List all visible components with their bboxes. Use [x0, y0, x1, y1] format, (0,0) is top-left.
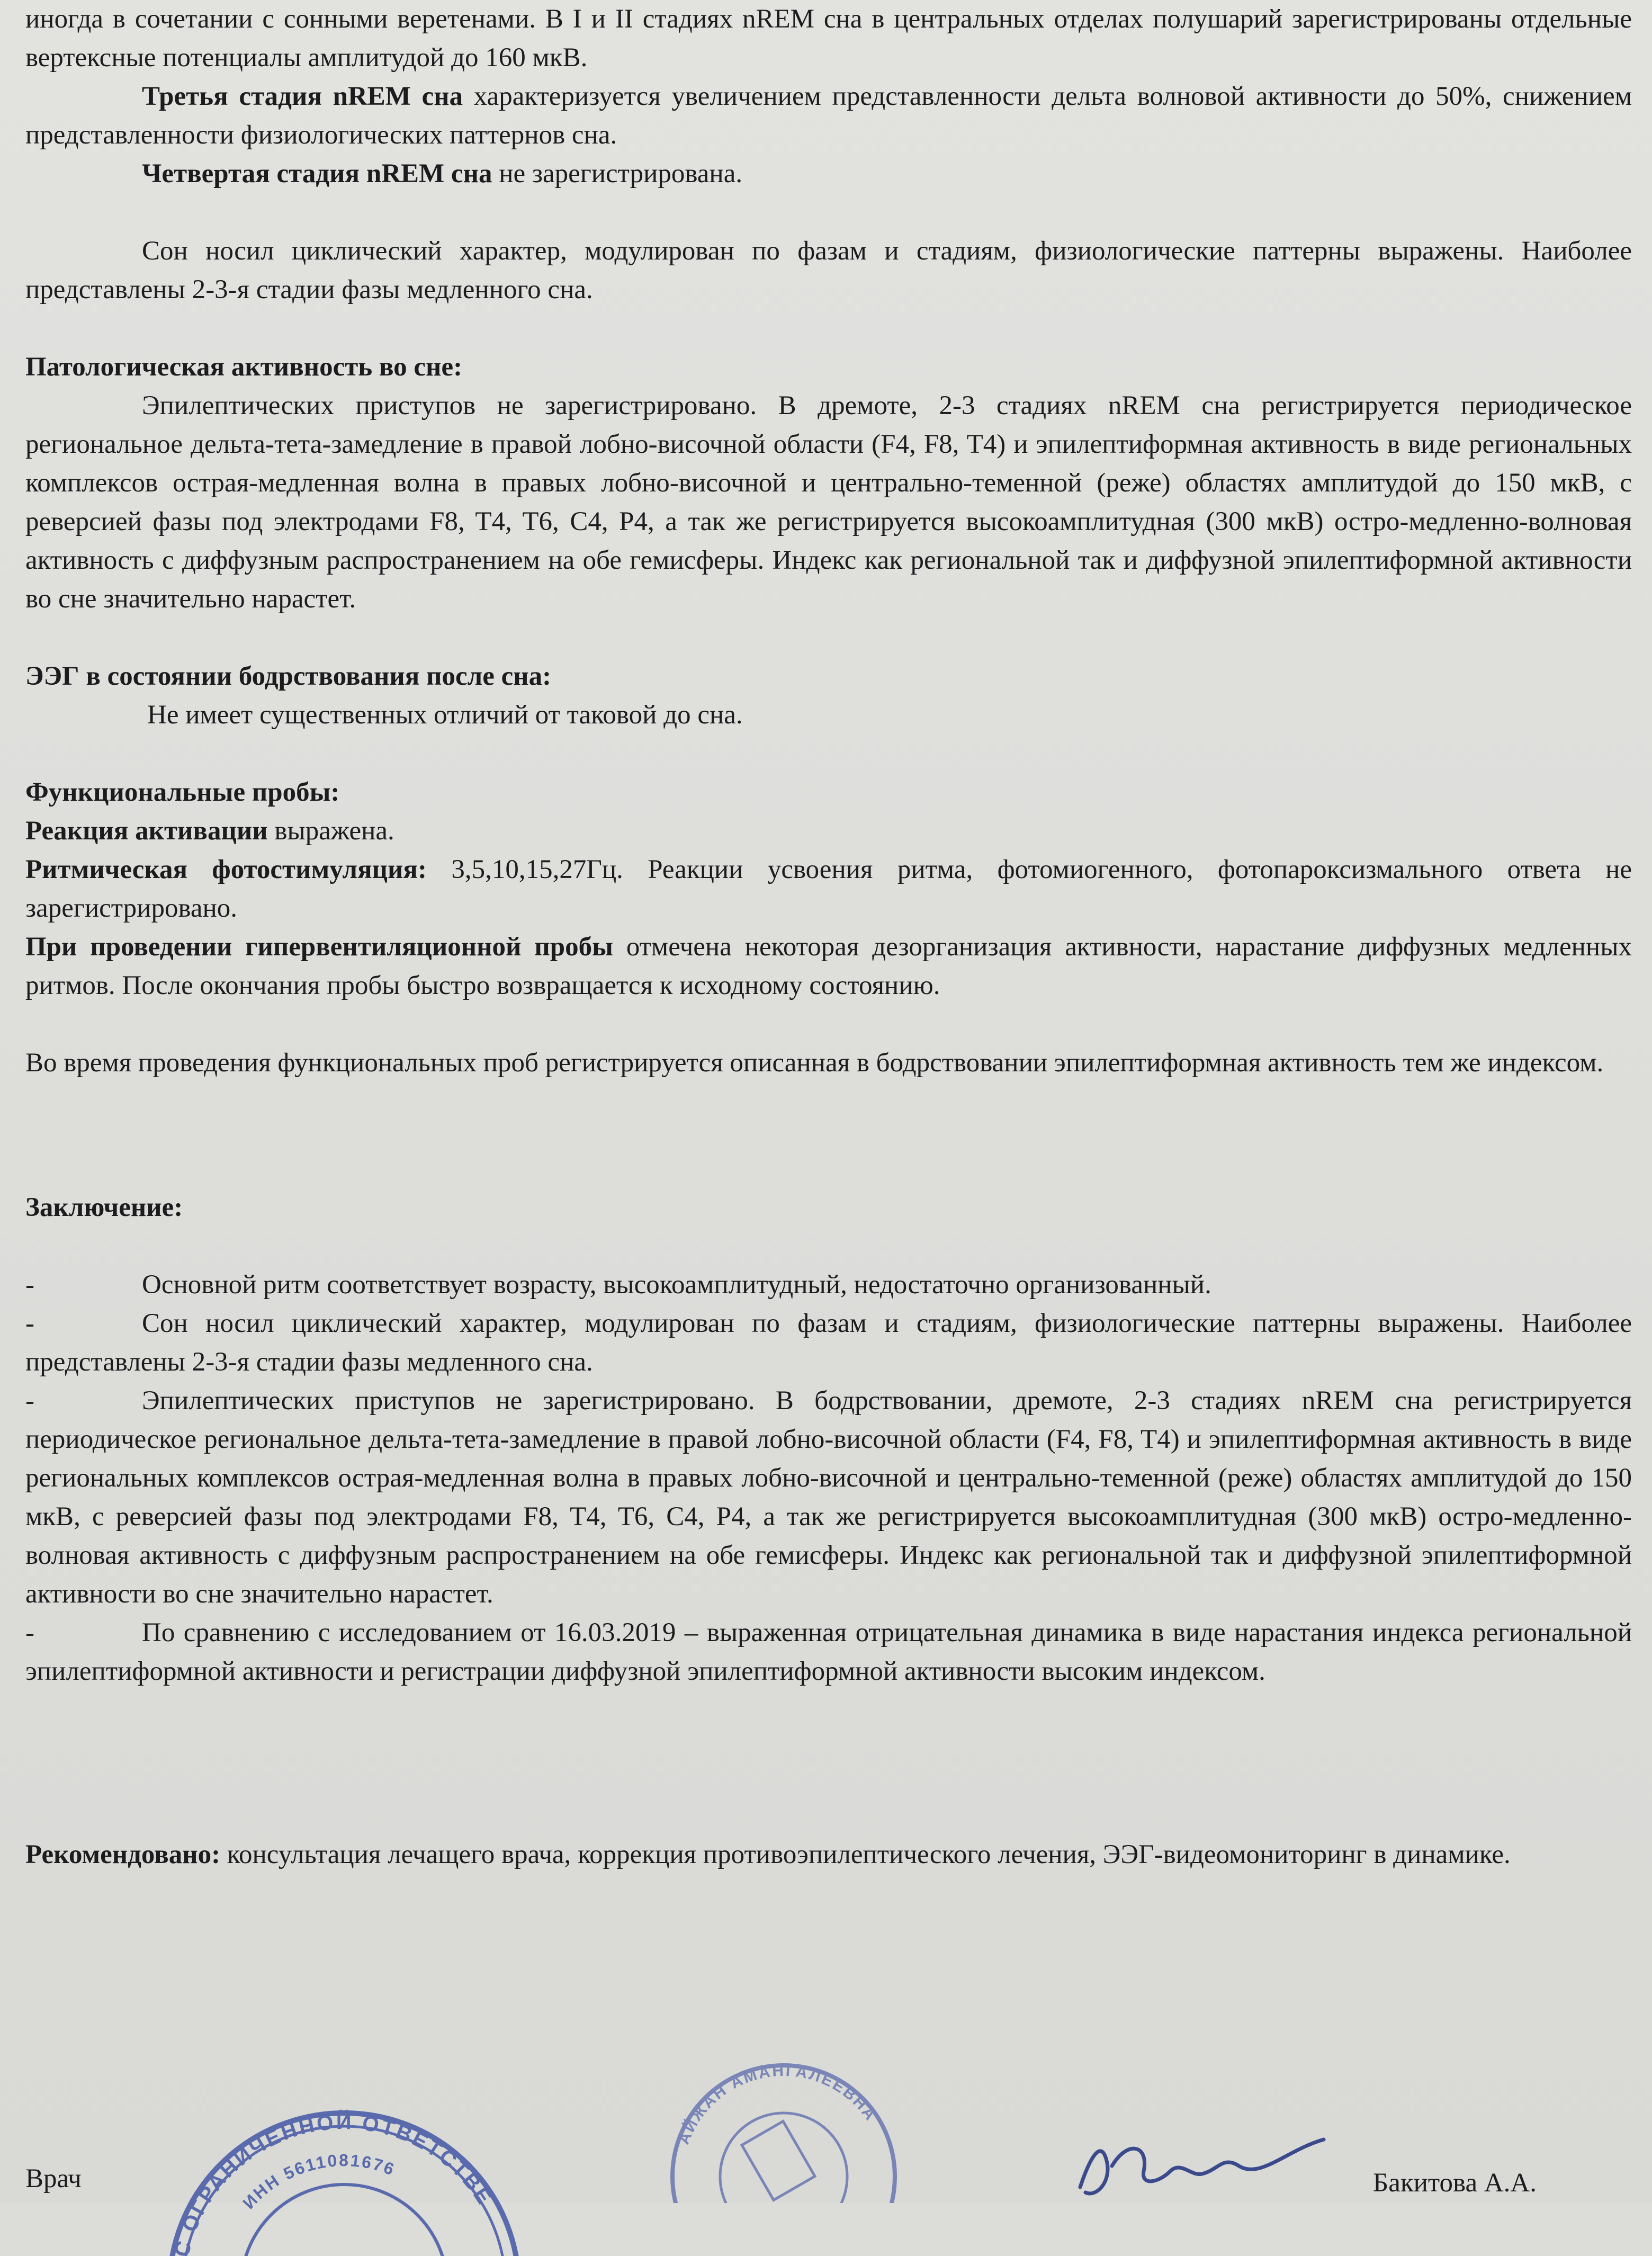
paragraph-vertex-potentials: иногда в сочетании с сонными веретенами. В I и II стадиях nREM сна в центральных отделах полушарий зарегистрированы отдельные вертексные потенциалы амплитудой до 160 мкВ.: [25, 4, 1632, 73]
hyperventilation-text: отмечена некоторая дезорганизация активности, нарастание диффузных медленных ритмов. После окончания пробы быстро возвращается к исходному состоянию.: [25, 932, 1632, 1000]
signature-row: [25, 2163, 1632, 2203]
paragraph-sleep-cycle: Сон носил циклический характер, модулирован по фазам и стадиям, физиологические паттерны выражены. Наиболее представлены 2-3-я стадии фазы медленного сна.: [25, 236, 1632, 305]
stamp-outer-text: С ОГРАНИЧЕННОЙ ОТВЕТСТВЕ: [169, 2110, 497, 2256]
paragraph-activation-reaction: [25, 812, 1632, 851]
stage-4-heading: Четвертая стадия nREM сна: [142, 159, 492, 189]
paragraph-photostimulation: [25, 851, 1632, 928]
spacer: [25, 1227, 1632, 1266]
conclusion-item-text: Сон носил циклический характер, модулирован по фазам и стадиям, физиологические паттерны выражены. Наиболее представлены 2-3-я стадии фазы медленного сна.: [25, 1309, 1632, 1377]
stage-3-text: характеризуется увеличением представленности дельта волновой активности до 50%, снижением представленности физиологических паттернов сна.: [25, 82, 1632, 150]
conclusion-item-text: По сравнению с исследованием от 16.03.2019 – выраженная отрицательная динамика в виде нарастания индекса региональной эпилептиформной активности и регистрации диффузной эпилептиформной активности высоким индексом.: [25, 1618, 1632, 1686]
photostimulation-label: Ритмическая фотостимуляция:: [25, 855, 427, 884]
spacer: [25, 1691, 1632, 1797]
svg-text:АЙЖАН АМАНГАЛЕЕВНА: [675, 2062, 880, 2147]
recommendation-label: Рекомендовано:: [25, 1840, 221, 1869]
stamp-inn-text: ИНН 5611081676: [239, 2151, 398, 2213]
stage-4-text: не зарегистрирована.: [492, 159, 743, 189]
list-dash: -: [25, 1618, 34, 1648]
conclusion-item: [25, 1266, 1632, 1304]
paragraph-functional-tests-epileptiform: Во время проведения функциональных проб регистрируется описанная в бодрствовании эпилептиформная активность тем же индексом.: [25, 1048, 1604, 1078]
paragraph-hyperventilation: [25, 928, 1632, 1005]
paragraph-stage-4: [25, 155, 1632, 193]
paragraph-pathological-activity: Эпилептических приступов не зарегистрировано. В дремоте, 2-3 стадиях nREM сна регистрируется периодическое региональное дельта-тета-замедление в правой лобно-височной области (F4, F8, T4) и эпилептиформная активность в виде региональных комплексов острая-медленная волна в правых лобно-височной и центрально-теменной (реже) областях амплитудой до 150 мкВ, с реверсией фазы под электродами F8, T4, T6, C4, P4, а так же регистрируется высокоамплитудная (300 мкВ) остро-медленно-волновая активность с диффузным распространением на обе гемисферы. Индекс как региональной так и диффузной эпилептиформной активности во сне значительно нарастет.: [25, 391, 1632, 614]
list-dash: -: [25, 1309, 34, 1338]
recommendation-text: консультация лечащего врача, коррекция противоэпилептического лечения, ЭЭГ-видеомониторинг в динамике.: [220, 1840, 1511, 1869]
hyperventilation-label: При проведении гипервентиляционной пробы: [25, 932, 613, 962]
doctor-stamp-text: АЙЖАН АМАНГАЛЕЕВНА: [675, 2062, 880, 2147]
conclusion-item-text: Эпилептических приступов не зарегистрировано. В бодрствовании, дремоте, 2-3 стадиях nREM сна регистрируется периодическое региональное дельта-тета-замедление в правой лобно-височной области (F4, F8, T4) и эпилептиформная активность в виде региональных комплексов острая-медленная волна в правых лобно-височной и центрально-теменной (реже) областях амплитудой до 150 мкВ, с реверсией фазы под электродами F8, T4, T6, C4, P4, а так же регистрируется высокоамплитудная (300 мкВ) остро-медленно-волновая активность с диффузным распространением на обе гемисферы. Индекс как региональной так и диффузной эпилептиформной активности во сне значительно нарастет.: [25, 1386, 1632, 1609]
doctor-label: Врач: [25, 2164, 82, 2194]
list-dash: -: [25, 1386, 34, 1416]
conclusion-item: [25, 1614, 1632, 1691]
spacer: [25, 735, 1632, 773]
heading-eeg-wake-after-sleep: ЭЭГ в состоянии бодрствования после сна:: [25, 661, 552, 691]
list-dash: -: [25, 1270, 34, 1300]
spacer: [25, 1082, 1632, 1188]
stage-3-heading: Третья стадия nREM сна: [142, 82, 463, 111]
spacer: [25, 1005, 1632, 1044]
conclusion-item-text: Основной ритм соответствует возрасту, высокоамплитудный, недостаточно организованный.: [142, 1270, 1211, 1300]
spacer: [25, 1797, 1632, 1836]
activation-reaction-label: Реакция активации: [25, 816, 268, 846]
heading-pathological-activity: Патологическая активность во сне:: [25, 352, 463, 382]
paragraph-eeg-wake-after-sleep: Не имеет существенных отличий от таковой до сна.: [147, 700, 743, 730]
conclusion-item: [25, 1304, 1632, 1382]
company-stamp: [143, 2065, 545, 2256]
spacer: [25, 619, 1632, 657]
paragraph-recommendation: [25, 1836, 1632, 1874]
photostimulation-text: 3,5,10,15,27Гц. Реакции усвоения ритма, фотомиогенного, фотопароксизмального ответа не зарегистрировано.: [25, 855, 1632, 923]
doctor-name: Бакитова А.А.: [1372, 2168, 1537, 2198]
conclusion-item: [25, 1382, 1632, 1614]
paragraph-stage-3: [25, 77, 1632, 155]
document-body: [25, 0, 1632, 1874]
heading-functional-tests: Функциональные пробы:: [25, 777, 340, 807]
activation-reaction-text: выражена.: [267, 816, 394, 846]
heading-conclusion: Заключение:: [25, 1193, 183, 1222]
spacer: [25, 193, 1632, 232]
spacer: [25, 309, 1632, 348]
